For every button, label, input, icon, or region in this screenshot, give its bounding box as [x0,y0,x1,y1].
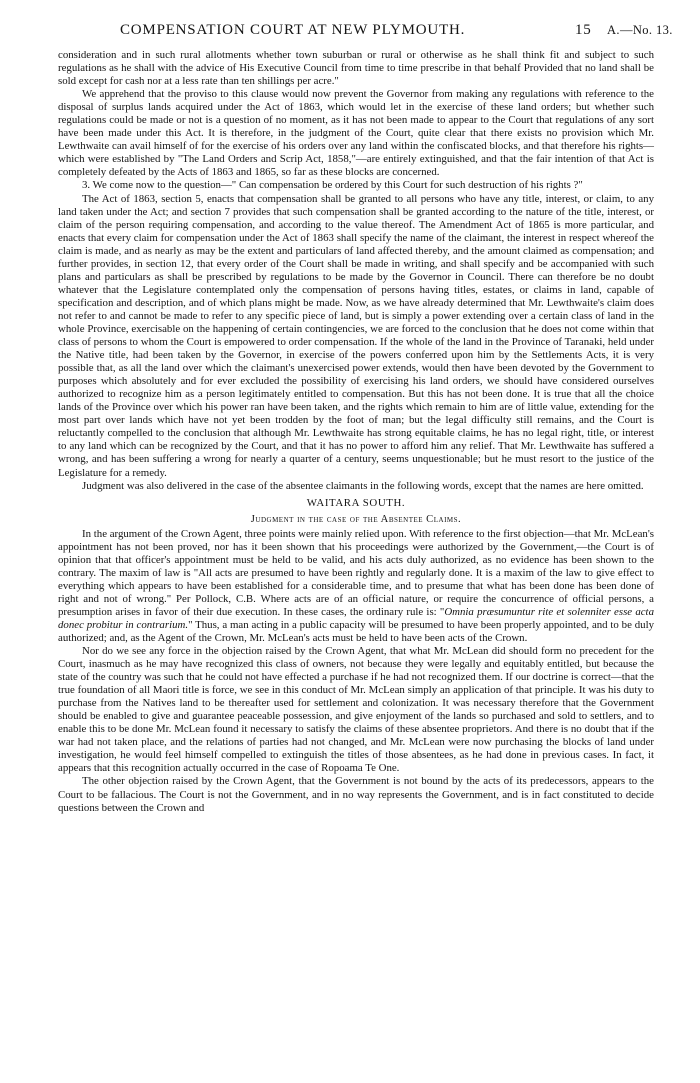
section-heading: WAITARA SOUTH. [306,496,406,509]
paragraph-text: In the argument of the Crown Agent, three points were mainly relied upon. With reference to the first objection—that Mr. McLean's appointment has not been proved, nor has it been shown that his proceedings were authorized by the Government,—the Court is of opinion that that officer's appointment must be held to be valid, and his acts duly authorized, as no evidence has been shown to the contrary. The maxim of law is "All acts are presumed to have been rightly and regularly done. It is a maxim of the law to give effect to everything which appears to have been established for a considerable time, and to presume that what has been done has been done of right and not of wrong." Per Pollock, C.B. Where acts are of an official nature, or require the concurrence of official persons, a presumption arises in favor of their due execution. In these cases, the ordinary rule is: " [58,527,654,618]
paragraph: Judgment was also delivered in the case of the absentee claimants in the following words, except that the names are here omitted. [82,479,644,492]
sub-heading [58,513,654,526]
paragraph: 3. We come now to the question—" Can compensation be ordered by this Court for such destruction of his rights ?" [82,179,583,192]
document-body [58,49,654,815]
paragraph: The Act of 1863, section 5, enacts that compensation shall be granted to all persons who have any title, interest, or claim, to any land taken under the Act; and section 7 provides that such compensation shall be granted according to the nature of the title, interest, or claim of the person requiring compensation, and according to the value thereof. The Amendment Act of 1865 is more particular, and enacts that every claim for compensation under the Act of 1863 shall specify the name of the claimant, the interest in respect whereof the claim is made, and as nearly as may be the extent and particulars of land affected thereby, and the amount claimed as compensation; and further provides, in section 12, that every order of the Court shall be made in writing, and shall specify and be accompanied with such plans and particulars as shall be prescribed by regulations to be made by the Governor in Council. There can therefore be no doubt whatever that the Legislature contemplated only the compensation of persons having titles, estates, or claims in land, capable of specification and description, and of which plans might be made. Now, as we have already determined that Mr. Lewthwaite's claim does not refer to and cannot be made to refer to any specific piece of land, but is simply a power extending over a certain class of land in the whole Province, exercisable on the happening of certain contingencies, we are forced to the conclusion that he does not come within that class of persons to whom the Court is empowered to order compensation. If the whole of the land in the Province of Taranaki, held under the Native title, had been taken by the Governor, in exercise of the powers conferred upon him by the Settlements Acts, it is very possible that, as all the land over which the claimant's unexercised power extends, would then have been devoted by the Government to purposes which absolutely and for ever excluded the possibility of exercising his land orders, we should have considered ourselves authorized to recognize him as a person legitimately entitled to compensation. But this has not been done. It is true that all the choice lands of the Province over which his power ran have been taken, and the rights which remain to him are of little value, extending for the most part over lands which have not yet been trodden by the foot of man; but the legal difficulty still remains, and the Court is reluctantly compelled to the conclusion that although Mr. Lewthwaite has strong equitable claims, he has no legal right, title, or interest to any land which can be recognized by the Court, and that it has no power to afford him any relief. That Mr. Lewthwaite has suffered a wrong, and has been suffering a wrong for nearly a quarter of a century, seems unquestionable; but he must resort to the justice of the Legislature for a remedy. [58,192,654,479]
page-number: 15 [575,22,592,38]
latin-maxim: Omnia præsumuntur rite et solenniter esse acta donec probitur in contrarium. [58,605,654,631]
paragraph-text: " Thus, a man acting in a public capacity will be presumed to have been properly appointed, and to be duly authorized; and, as the Agent of the Crown, Mr. McLean's acts must be held to have been acts of the Crown. [58,618,655,644]
paragraph [58,528,654,645]
document-reference: A.—No. 13. [607,23,673,37]
page-header [58,22,673,44]
running-title: COMPENSATION COURT AT NEW PLYMOUTH. [120,22,466,38]
paragraph: Nor do we see any force in the objection raised by the Crown Agent, that what Mr. McLean did should form no precedent for the Court, inasmuch as he may have recognized this class of owners, not because they were legally and equitably entitled, but because the state of the country was such that he could not have effected a purchase if he had not recognized them. If our doctrine is correct—that the true foundation of all Maori title is force, we see in this conduct of Mr. McLean simply an application of that principle. It was his duty to purchase from the Natives land to be thereafter used for settlement and colonization. It was necessary therefore that the Government should be enabled to give and guarantee peaceable possession, and give enjoyment of the lands so purchased and sold to settlers, and to enable this to be done Mr. McLean found it necessary to satisfy the claims of these absentee proprietors. And there is no doubt that if the war had not taken place, and the relations of parties had not changed, and Mr. McLean were now purchasing the blocks of land under investigation, he would feel himself compelled to extinguish the titles of those absentees, as he had done in previous cases. In fact, it appears that this recognition actually occurred in the case of Ropoama Te One. [58,645,654,775]
paragraph: The other objection raised by the Crown Agent, that the Government is not bound by the acts of its predecessors, appears to the Court to be fallacious. The Court is not the Government, and in no way represents the Government, and is in fact constituted to decide questions between the Crown and [58,775,654,814]
paragraph: We apprehend that the proviso to this clause would now prevent the Governor from making any regulations with reference to the disposal of surplus lands acquired under the Act of 1863, which would let in the exercise of these land orders; but whether such regulations could be made or not is a question of no moment, as it has not been made to appear to the Court that regulations of any sort have been made under this Act. It is therefore, in the judgment of the Court, quite clear that there exists no provision which Mr. Lewthwaite can avail himself of for the exercise of his orders over any land within the confiscated blocks, and that therefore his rights—which were established by "The Land Orders and Scrip Act, 1858,"—are entirely extinguished, and that the fair intention of that Act is completely defeated by the Acts of 1863 and 1865, so far as these blocks are concerned. [58,88,654,179]
paragraph-continued: consideration and in such rural allotments whether town suburban or rural or otherwise as he shall think fit and subject to such regulations as he shall with the advice of His Executive Council from time to time prescribe in that behalf Provided that no land shall be sold except for cash nor at a less rate than ten shillings per acre." [58,49,654,88]
sub-heading-text: Judgment in the case of the Absentee Claims. [250,513,462,525]
